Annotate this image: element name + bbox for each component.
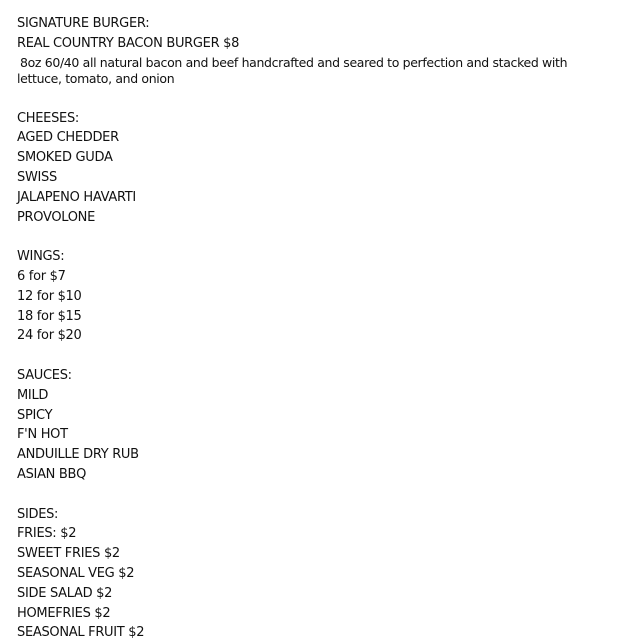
description-line: lettuce, tomato, and onion (17, 70, 175, 86)
cheeses-heading: CHEESES: (17, 110, 79, 126)
side-item: SIDE SALAD $2 (17, 585, 113, 601)
sides-heading: SIDES: (17, 506, 59, 522)
cheese-item: JALAPENO HAVARTI (17, 189, 136, 205)
sauce-item: ANDUILLE DRY RUB (17, 447, 139, 463)
cheese-item: AGED CHEDDER (17, 130, 119, 146)
description-line: 8oz 60/40 all natural bacon and beef handcrafted and seared to perfection and stacked with (20, 54, 568, 70)
cheese-item: SWISS (17, 169, 57, 185)
wings-item: 24 for $20 (17, 328, 82, 344)
side-item: HOMEFRIES $2 (17, 605, 111, 621)
wings-item: 6 for $7 (17, 268, 66, 284)
wings-item: 12 for $10 (17, 288, 82, 304)
cheese-item: SMOKED GUDA (17, 150, 113, 166)
wings-item: 18 for $15 (17, 308, 82, 324)
wings-heading: WINGS: (17, 249, 65, 265)
cheese-item: PROVOLONE (17, 209, 96, 225)
spacer (17, 227, 617, 247)
sauce-item: SPICY (17, 407, 53, 423)
side-item: FRIES: $2 (17, 526, 77, 542)
menu-text (17, 14, 617, 640)
sauces-heading: SAUCES: (17, 367, 72, 383)
sauce-item: MILD (17, 387, 49, 403)
sauce-item: ASIAN BBQ (17, 466, 87, 482)
spacer (17, 346, 617, 366)
side-item: SWEET FRIES $2 (17, 546, 120, 562)
spacer (17, 485, 617, 505)
signature-burger-name: REAL COUNTRY BACON BURGER $8 (17, 35, 240, 51)
spacer (17, 87, 617, 109)
signature-heading: SIGNATURE BURGER: (17, 16, 150, 31)
signature-burger-description (17, 55, 617, 87)
side-item: SEASONAL VEG $2 (17, 565, 135, 581)
sauce-item: F'N HOT (17, 427, 68, 443)
side-item: SEASONAL FRUIT $2 (17, 625, 145, 640)
